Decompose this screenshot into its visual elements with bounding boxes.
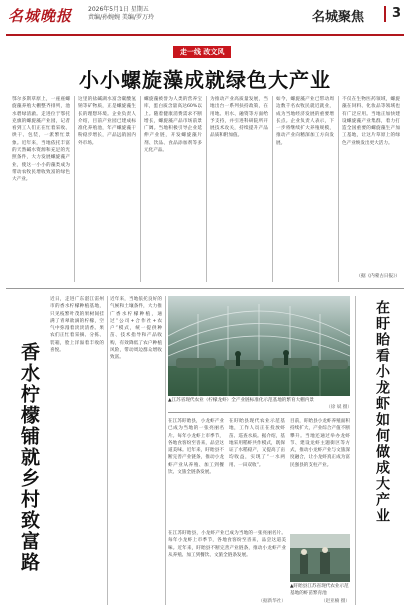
article-1-signature: （据《内蒙古日报》） (356, 274, 400, 279)
photo-greenhouse (168, 296, 350, 396)
photo-2-caption: ▲盱眙县江苏省现代农业示范基地的虾苗繁育池 (290, 584, 349, 596)
date-line: 2026年5月1日 星期五 (88, 6, 149, 13)
article-3-column-4: 在江苏盱眙县，小龙虾产业已成为当地的一张亮丽名片。每年小龙虾上市季节，各地食客纷至沓来，品尝这道美味。近年来，盱眙县不断完善产业链条，推动小龙虾产业从养殖、加工到餐饮、文旅全链条发展。 (168, 531, 286, 558)
photo-1-credit: （徐 斌 摄） (326, 405, 352, 410)
headline-article-1: 小小螺旋藻成就绿色大产业 (79, 68, 331, 92)
article-3-column-1: 在江苏盱眙县，小龙虾产业已成为当地的一张亮丽名片。每年小龙虾上市季节，各地食客纷至沓来，品尝这道美味。近年来，盱眙县不断完善产业链条，推动小龙虾产业从养殖、加工到餐饮、文旅全链条发展。 (168, 419, 224, 476)
article-3-signature: （据新华社） (258, 599, 286, 604)
photo-1-caption: ▲江苏省现代农业（柠檬龙虾）全产业链标准化示范基地的繁育大棚内景 (168, 398, 314, 403)
column-rule (206, 96, 207, 282)
section-title: 名城聚焦 (312, 10, 365, 25)
column-rule (355, 296, 356, 605)
article-1-column-4: 为推动产业高质量发展，当地出台一系列扶持政策，在用地、用水、融资等方面给予支持，并引进科研院所开展技术攻关，持续提升产品品质和附加值。 (210, 97, 268, 139)
column-rule (107, 296, 108, 605)
article-2-column-1: 近日，走进广东湛江雷州市的香水柠檬种植基地，只见枝繁叶茂的果树间挂满了青翠欲滴的柠檬，空气中弥漫着淡淡清香。果农们正忙着采摘、分拣、装箱，脸上洋溢着丰收的喜悦。 (50, 297, 104, 354)
kicker-badge: 走一线 改文风 (173, 46, 231, 58)
editor-line: 责编/孙婉婉 美编/罗万玲 (88, 14, 154, 21)
dateline (88, 6, 154, 22)
article-3-column-3: 目前，盱眙县小龙虾养殖面积持续扩大，产业综合产值不断攀升。当地还通过举办龙虾节、建设龙虾主题街区等方式，推动小龙虾产业与文旅深度融合，让小龙虾真正成为富民强县的支柱产业。 (290, 419, 350, 468)
column-rule (140, 96, 141, 282)
headline-article-2: 香水柠檬铺就乡村致富路 (18, 342, 40, 573)
article-1-column-2: 这里的盐碱湖水富含碳酸氢钠等矿物质，正是螺旋藻生长的理想环境。企业负责人介绍，目前产业园已建成标准化养殖池，年产螺旋藻干粉稳步增长，产品远销国内外市场。 (78, 97, 136, 146)
column-rule (165, 296, 166, 605)
crayfish-pond-image (290, 534, 350, 582)
column-rule (272, 96, 273, 282)
article-1-column-5: 如今，螺旋藻产业已带动周边数千名农牧民就近就业，成为当地经济发展的重要增长点。企业负责人表示，下一步将继续扩大养殖规模，推动产业向精深加工方向发展。 (276, 97, 334, 146)
section-divider (384, 6, 386, 22)
article-1-column-6: 不仅在生物医药领域，螺旋藻在饲料、化妆品等领域也有广泛应用。当地正加快建设螺旋藻产业集群，着力打造全国重要的螺旋藻生产加工基地，让这片草原上的绿色产业焕发出更大活力。 (342, 97, 400, 146)
column-rule (338, 96, 339, 282)
article-1-column-3: 螺旋藻被誉为人类的营养宝库，蛋白质含量高达60%以上。随着健康消费需求不断增长，螺旋藻产品市场前景广阔。当地积极引导企业延伸产业链，开发螺旋藻片剂、饮品、食品添加剂等多元化产品。 (144, 97, 202, 154)
headline-article-3: 在盱眙看小龙虾如何做成大产业 (374, 300, 390, 524)
page-number: 3 (392, 6, 402, 21)
article-1-column-1: 鄂尔多斯草原上，一座座螺旋藻养殖大棚整齐排列，池水碧绿清澈。走进位于鄂托克旗的螺旋藻产业园，记者看到工人们正在忙着采收、烘干、包装，一派繁忙景象。近年来，当地依托丰富的天然碱水资源和充足的光照条件，大力发展螺旋藻产业，使这一小小的藻类成为带动农牧民增收致富的绿色大产业。 (12, 97, 70, 183)
greenhouse-image (168, 296, 350, 396)
newspaper-logo: 名城晚报 (8, 7, 73, 25)
article-3-column-2: 在盱眙县现代农业示范基地，工作人员正在投放虾苗、巡查水质。据介绍，基地采用稻虾共作模式，既保证了水稻稳产，又提高了亩均收益，实现了“一水两用、一田双收”。 (229, 419, 285, 468)
section-divider-line (168, 412, 350, 413)
photo-2-credit: （赵亚楠 摄） (320, 599, 350, 604)
column-rule (74, 96, 75, 282)
section-divider-line (6, 288, 404, 289)
article-2-column-2: 近年来，当地依托良好的气候和土壤条件，大力推广香水柠檬种植，通过“公司+合作社+农户”模式，统一提供种苗、技术指导和产品收购，有效降低了农户种植风险，带动周边群众增收致富。 (110, 297, 162, 361)
photo-crayfish-pond (290, 534, 350, 582)
